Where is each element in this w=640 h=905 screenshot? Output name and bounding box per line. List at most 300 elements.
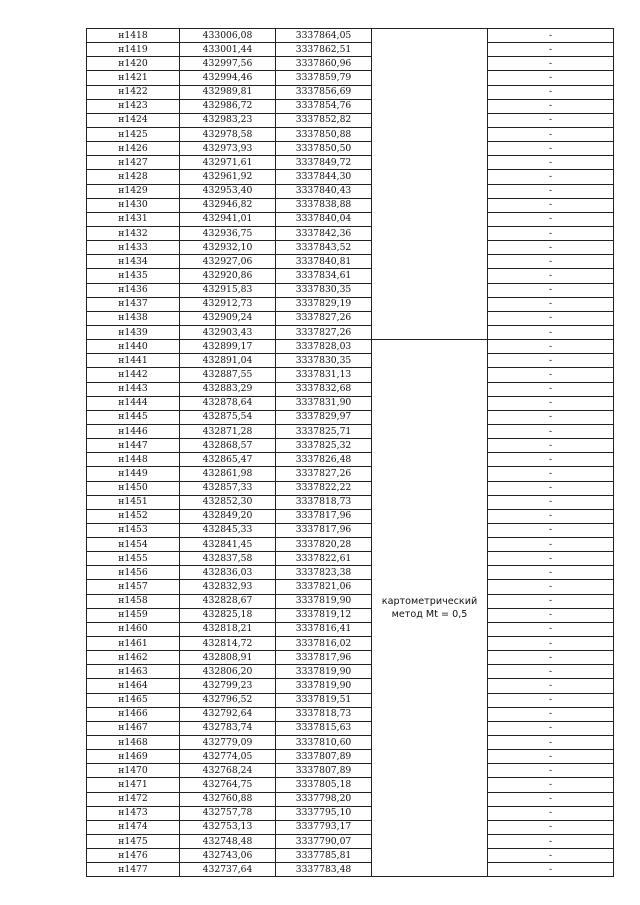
y-coordinate-cell: 3337840,81 — [276, 255, 372, 269]
point-id-cell: н1454 — [87, 538, 180, 552]
note-cell: - — [488, 721, 614, 735]
y-coordinate-cell: 3337818,73 — [276, 495, 372, 509]
note-cell: - — [488, 707, 614, 721]
x-coordinate-cell: 432953,40 — [180, 184, 276, 198]
note-cell: - — [488, 849, 614, 863]
y-coordinate-cell: 3337860,96 — [276, 57, 372, 71]
point-id-cell: н1477 — [87, 863, 180, 877]
x-coordinate-cell: 433006,08 — [180, 29, 276, 43]
note-cell: - — [488, 226, 614, 240]
x-coordinate-cell: 432941,01 — [180, 212, 276, 226]
x-coordinate-cell: 432915,83 — [180, 283, 276, 297]
point-id-cell: н1445 — [87, 410, 180, 424]
point-id-cell: н1425 — [87, 127, 180, 141]
point-id-cell: н1444 — [87, 396, 180, 410]
note-cell: - — [488, 835, 614, 849]
note-cell: - — [488, 297, 614, 311]
x-coordinate-cell: 432841,45 — [180, 538, 276, 552]
point-id-cell: н1461 — [87, 637, 180, 651]
point-id-cell: н1472 — [87, 792, 180, 806]
table-row — [87, 368, 614, 382]
point-id-cell: н1449 — [87, 467, 180, 481]
y-coordinate-cell: 3337849,72 — [276, 156, 372, 170]
x-coordinate-cell: 432883,29 — [180, 382, 276, 396]
point-id-cell: н1465 — [87, 693, 180, 707]
y-coordinate-cell: 3337844,30 — [276, 170, 372, 184]
point-id-cell: н1457 — [87, 580, 180, 594]
point-id-cell: н1453 — [87, 523, 180, 537]
table-row — [87, 651, 614, 665]
table-row — [87, 721, 614, 735]
note-cell: - — [488, 340, 614, 354]
point-id-cell: н1468 — [87, 736, 180, 750]
point-id-cell: н1423 — [87, 99, 180, 113]
note-cell: - — [488, 566, 614, 580]
x-coordinate-cell: 432857,33 — [180, 481, 276, 495]
note-cell: - — [488, 269, 614, 283]
y-coordinate-cell: 3337816,41 — [276, 622, 372, 636]
point-id-cell: н1463 — [87, 665, 180, 679]
note-cell: - — [488, 863, 614, 877]
note-cell: - — [488, 382, 614, 396]
point-id-cell: н1447 — [87, 439, 180, 453]
x-coordinate-cell: 432743,06 — [180, 849, 276, 863]
x-coordinate-cell: 432779,09 — [180, 736, 276, 750]
coordinates-table-body — [87, 29, 614, 877]
y-coordinate-cell: 3337832,68 — [276, 382, 372, 396]
table-row — [87, 679, 614, 693]
x-coordinate-cell: 433001,44 — [180, 43, 276, 57]
table-row — [87, 594, 614, 608]
y-coordinate-cell: 3337821,06 — [276, 580, 372, 594]
x-coordinate-cell: 432983,23 — [180, 113, 276, 127]
table-row — [87, 580, 614, 594]
table-row — [87, 509, 614, 523]
point-id-cell: н1476 — [87, 849, 180, 863]
x-coordinate-cell: 432875,54 — [180, 410, 276, 424]
y-coordinate-cell: 3337825,71 — [276, 424, 372, 438]
note-cell: - — [488, 283, 614, 297]
note-cell: - — [488, 113, 614, 127]
note-cell: - — [488, 57, 614, 71]
note-cell: - — [488, 778, 614, 792]
table-row — [87, 806, 614, 820]
table-row — [87, 170, 614, 184]
y-coordinate-cell: 3337862,51 — [276, 43, 372, 57]
table-row — [87, 71, 614, 85]
point-id-cell: н1450 — [87, 481, 180, 495]
y-coordinate-cell: 3337819,90 — [276, 594, 372, 608]
x-coordinate-cell: 432986,72 — [180, 99, 276, 113]
y-coordinate-cell: 3337850,88 — [276, 127, 372, 141]
point-id-cell: н1443 — [87, 382, 180, 396]
table-row — [87, 212, 614, 226]
note-cell: - — [488, 750, 614, 764]
y-coordinate-cell: 3337838,88 — [276, 198, 372, 212]
table-row — [87, 764, 614, 778]
note-cell: - — [488, 255, 614, 269]
table-row — [87, 226, 614, 240]
x-coordinate-cell: 432792,64 — [180, 707, 276, 721]
point-id-cell: н1440 — [87, 340, 180, 354]
y-coordinate-cell: 3337831,13 — [276, 368, 372, 382]
y-coordinate-cell: 3337854,76 — [276, 99, 372, 113]
y-coordinate-cell: 3337864,05 — [276, 29, 372, 43]
method-cell: картометрический метод Mt = 0,5 — [372, 340, 488, 877]
table-row — [87, 736, 614, 750]
point-id-cell: н1439 — [87, 325, 180, 339]
x-coordinate-cell: 432936,75 — [180, 226, 276, 240]
x-coordinate-cell: 432753,13 — [180, 820, 276, 834]
y-coordinate-cell: 3337819,90 — [276, 665, 372, 679]
point-id-cell: н1474 — [87, 820, 180, 834]
note-cell: - — [488, 71, 614, 85]
note-cell: - — [488, 736, 614, 750]
y-coordinate-cell: 3337810,60 — [276, 736, 372, 750]
y-coordinate-cell: 3337843,52 — [276, 241, 372, 255]
table-row — [87, 637, 614, 651]
table-row — [87, 29, 614, 43]
y-coordinate-cell: 3337820,28 — [276, 538, 372, 552]
x-coordinate-cell: 432748,48 — [180, 835, 276, 849]
table-row — [87, 467, 614, 481]
table-row — [87, 241, 614, 255]
note-cell: - — [488, 651, 614, 665]
y-coordinate-cell: 3337819,90 — [276, 679, 372, 693]
note-cell: - — [488, 43, 614, 57]
table-row — [87, 778, 614, 792]
table-row — [87, 57, 614, 71]
table-row — [87, 439, 614, 453]
note-cell: - — [488, 212, 614, 226]
x-coordinate-cell: 432774,05 — [180, 750, 276, 764]
table-row — [87, 481, 614, 495]
y-coordinate-cell: 3337817,96 — [276, 523, 372, 537]
x-coordinate-cell: 432997,56 — [180, 57, 276, 71]
point-id-cell: н1421 — [87, 71, 180, 85]
x-coordinate-cell: 432818,21 — [180, 622, 276, 636]
table-row — [87, 43, 614, 57]
table-row — [87, 707, 614, 721]
x-coordinate-cell: 432861,98 — [180, 467, 276, 481]
table-row — [87, 693, 614, 707]
y-coordinate-cell: 3337790,07 — [276, 835, 372, 849]
coordinates-table — [86, 28, 614, 877]
note-cell: - — [488, 241, 614, 255]
point-id-cell: н1436 — [87, 283, 180, 297]
y-coordinate-cell: 3337827,26 — [276, 325, 372, 339]
table-row — [87, 495, 614, 509]
y-coordinate-cell: 3337815,63 — [276, 721, 372, 735]
y-coordinate-cell: 3337859,79 — [276, 71, 372, 85]
point-id-cell: н1429 — [87, 184, 180, 198]
note-cell: - — [488, 820, 614, 834]
table-row — [87, 99, 614, 113]
point-id-cell: н1470 — [87, 764, 180, 778]
x-coordinate-cell: 432768,24 — [180, 764, 276, 778]
x-coordinate-cell: 432961,92 — [180, 170, 276, 184]
note-cell: - — [488, 580, 614, 594]
x-coordinate-cell: 432832,93 — [180, 580, 276, 594]
note-cell: - — [488, 495, 614, 509]
table-row — [87, 255, 614, 269]
note-cell: - — [488, 410, 614, 424]
y-coordinate-cell: 3337829,97 — [276, 410, 372, 424]
table-row — [87, 198, 614, 212]
y-coordinate-cell: 3337785,81 — [276, 849, 372, 863]
point-id-cell: н1441 — [87, 354, 180, 368]
note-cell: - — [488, 311, 614, 325]
point-id-cell: н1431 — [87, 212, 180, 226]
note-cell: - — [488, 792, 614, 806]
y-coordinate-cell: 3337823,38 — [276, 566, 372, 580]
note-cell: - — [488, 198, 614, 212]
table-row — [87, 835, 614, 849]
point-id-cell: н1430 — [87, 198, 180, 212]
note-cell: - — [488, 622, 614, 636]
table-row — [87, 382, 614, 396]
point-id-cell: н1475 — [87, 835, 180, 849]
x-coordinate-cell: 432796,52 — [180, 693, 276, 707]
x-coordinate-cell: 432978,58 — [180, 127, 276, 141]
note-cell: - — [488, 325, 614, 339]
y-coordinate-cell: 3337822,22 — [276, 481, 372, 495]
note-cell: - — [488, 85, 614, 99]
x-coordinate-cell: 432845,33 — [180, 523, 276, 537]
note-cell: - — [488, 396, 614, 410]
note-cell: - — [488, 368, 614, 382]
x-coordinate-cell: 432973,93 — [180, 142, 276, 156]
note-cell: - — [488, 29, 614, 43]
point-id-cell: н1458 — [87, 594, 180, 608]
table-row — [87, 340, 614, 354]
point-id-cell: н1471 — [87, 778, 180, 792]
x-coordinate-cell: 432757,78 — [180, 806, 276, 820]
point-id-cell: н1428 — [87, 170, 180, 184]
note-cell: - — [488, 142, 614, 156]
table-row — [87, 396, 614, 410]
point-id-cell: н1456 — [87, 566, 180, 580]
x-coordinate-cell: 432903,43 — [180, 325, 276, 339]
x-coordinate-cell: 432799,23 — [180, 679, 276, 693]
table-row — [87, 665, 614, 679]
x-coordinate-cell: 432994,46 — [180, 71, 276, 85]
point-id-cell: н1424 — [87, 113, 180, 127]
y-coordinate-cell: 3337842,36 — [276, 226, 372, 240]
table-row — [87, 750, 614, 764]
point-id-cell: н1473 — [87, 806, 180, 820]
x-coordinate-cell: 432764,75 — [180, 778, 276, 792]
x-coordinate-cell: 432825,18 — [180, 608, 276, 622]
table-row — [87, 424, 614, 438]
x-coordinate-cell: 432868,57 — [180, 439, 276, 453]
table-row — [87, 325, 614, 339]
table-row — [87, 85, 614, 99]
point-id-cell: н1420 — [87, 57, 180, 71]
point-id-cell: н1438 — [87, 311, 180, 325]
y-coordinate-cell: 3337856,69 — [276, 85, 372, 99]
table-row — [87, 113, 614, 127]
y-coordinate-cell: 3337818,73 — [276, 707, 372, 721]
y-coordinate-cell: 3337817,96 — [276, 509, 372, 523]
table-row — [87, 849, 614, 863]
note-cell: - — [488, 679, 614, 693]
y-coordinate-cell: 3337826,48 — [276, 453, 372, 467]
y-coordinate-cell: 3337798,20 — [276, 792, 372, 806]
y-coordinate-cell: 3337816,02 — [276, 637, 372, 651]
x-coordinate-cell: 432852,30 — [180, 495, 276, 509]
table-row — [87, 354, 614, 368]
point-id-cell: н1455 — [87, 552, 180, 566]
x-coordinate-cell: 432912,73 — [180, 297, 276, 311]
y-coordinate-cell: 3337819,51 — [276, 693, 372, 707]
y-coordinate-cell: 3337817,96 — [276, 651, 372, 665]
y-coordinate-cell: 3337795,10 — [276, 806, 372, 820]
y-coordinate-cell: 3337783,48 — [276, 863, 372, 877]
x-coordinate-cell: 432871,28 — [180, 424, 276, 438]
point-id-cell: н1427 — [87, 156, 180, 170]
point-id-cell: н1451 — [87, 495, 180, 509]
table-row — [87, 127, 614, 141]
y-coordinate-cell: 3337819,12 — [276, 608, 372, 622]
table-row — [87, 792, 614, 806]
note-cell: - — [488, 538, 614, 552]
table-row — [87, 622, 614, 636]
point-id-cell: н1466 — [87, 707, 180, 721]
y-coordinate-cell: 3337807,89 — [276, 764, 372, 778]
point-id-cell: н1452 — [87, 509, 180, 523]
point-id-cell: н1462 — [87, 651, 180, 665]
note-cell: - — [488, 806, 614, 820]
y-coordinate-cell: 3337834,61 — [276, 269, 372, 283]
x-coordinate-cell: 432737,64 — [180, 863, 276, 877]
y-coordinate-cell: 3337831,90 — [276, 396, 372, 410]
y-coordinate-cell: 3337805,18 — [276, 778, 372, 792]
y-coordinate-cell: 3337825,32 — [276, 439, 372, 453]
note-cell: - — [488, 467, 614, 481]
note-cell: - — [488, 453, 614, 467]
note-cell: - — [488, 99, 614, 113]
x-coordinate-cell: 432836,03 — [180, 566, 276, 580]
y-coordinate-cell: 3337807,89 — [276, 750, 372, 764]
x-coordinate-cell: 432927,06 — [180, 255, 276, 269]
x-coordinate-cell: 432971,61 — [180, 156, 276, 170]
y-coordinate-cell: 3337852,82 — [276, 113, 372, 127]
method-cell — [372, 29, 488, 340]
x-coordinate-cell: 432946,82 — [180, 198, 276, 212]
x-coordinate-cell: 432760,88 — [180, 792, 276, 806]
note-cell: - — [488, 637, 614, 651]
point-id-cell: н1437 — [87, 297, 180, 311]
table-row — [87, 283, 614, 297]
note-cell: - — [488, 523, 614, 537]
point-id-cell: н1433 — [87, 241, 180, 255]
table-row — [87, 410, 614, 424]
x-coordinate-cell: 432887,55 — [180, 368, 276, 382]
point-id-cell: н1460 — [87, 622, 180, 636]
point-id-cell: н1426 — [87, 142, 180, 156]
point-id-cell: н1467 — [87, 721, 180, 735]
note-cell: - — [488, 127, 614, 141]
point-id-cell: н1464 — [87, 679, 180, 693]
x-coordinate-cell: 432909,24 — [180, 311, 276, 325]
coordinates-sheet — [86, 28, 608, 877]
table-row — [87, 566, 614, 580]
x-coordinate-cell: 432920,86 — [180, 269, 276, 283]
y-coordinate-cell: 3337850,50 — [276, 142, 372, 156]
note-cell: - — [488, 184, 614, 198]
y-coordinate-cell: 3337829,19 — [276, 297, 372, 311]
y-coordinate-cell: 3337830,35 — [276, 354, 372, 368]
note-cell: - — [488, 509, 614, 523]
x-coordinate-cell: 432878,64 — [180, 396, 276, 410]
point-id-cell: н1419 — [87, 43, 180, 57]
note-cell: - — [488, 552, 614, 566]
x-coordinate-cell: 432828,67 — [180, 594, 276, 608]
note-cell: - — [488, 693, 614, 707]
point-id-cell: н1434 — [87, 255, 180, 269]
x-coordinate-cell: 432891,04 — [180, 354, 276, 368]
x-coordinate-cell: 432865,47 — [180, 453, 276, 467]
table-row — [87, 311, 614, 325]
y-coordinate-cell: 3337827,26 — [276, 311, 372, 325]
x-coordinate-cell: 432814,72 — [180, 637, 276, 651]
x-coordinate-cell: 432808,91 — [180, 651, 276, 665]
y-coordinate-cell: 3337793,17 — [276, 820, 372, 834]
y-coordinate-cell: 3337827,26 — [276, 467, 372, 481]
note-cell: - — [488, 665, 614, 679]
point-id-cell: н1432 — [87, 226, 180, 240]
table-row — [87, 820, 614, 834]
table-row — [87, 538, 614, 552]
point-id-cell: н1422 — [87, 85, 180, 99]
x-coordinate-cell: 432783,74 — [180, 721, 276, 735]
point-id-cell: н1442 — [87, 368, 180, 382]
table-row — [87, 863, 614, 877]
note-cell: - — [488, 481, 614, 495]
x-coordinate-cell: 432849,20 — [180, 509, 276, 523]
point-id-cell: н1469 — [87, 750, 180, 764]
note-cell: - — [488, 764, 614, 778]
note-cell: - — [488, 170, 614, 184]
table-row — [87, 184, 614, 198]
note-cell: - — [488, 156, 614, 170]
note-cell: - — [488, 594, 614, 608]
table-row — [87, 523, 614, 537]
note-cell: - — [488, 354, 614, 368]
y-coordinate-cell: 3337828,03 — [276, 340, 372, 354]
y-coordinate-cell: 3337830,35 — [276, 283, 372, 297]
x-coordinate-cell: 432932,10 — [180, 241, 276, 255]
note-cell: - — [488, 424, 614, 438]
note-cell: - — [488, 439, 614, 453]
x-coordinate-cell: 432806,20 — [180, 665, 276, 679]
point-id-cell: н1448 — [87, 453, 180, 467]
x-coordinate-cell: 432899,17 — [180, 340, 276, 354]
y-coordinate-cell: 3337840,04 — [276, 212, 372, 226]
table-row — [87, 269, 614, 283]
table-row — [87, 453, 614, 467]
y-coordinate-cell: 3337822,61 — [276, 552, 372, 566]
point-id-cell: н1418 — [87, 29, 180, 43]
table-row — [87, 142, 614, 156]
table-row — [87, 297, 614, 311]
table-row — [87, 156, 614, 170]
x-coordinate-cell: 432837,58 — [180, 552, 276, 566]
point-id-cell: н1459 — [87, 608, 180, 622]
point-id-cell: н1446 — [87, 424, 180, 438]
point-id-cell: н1435 — [87, 269, 180, 283]
